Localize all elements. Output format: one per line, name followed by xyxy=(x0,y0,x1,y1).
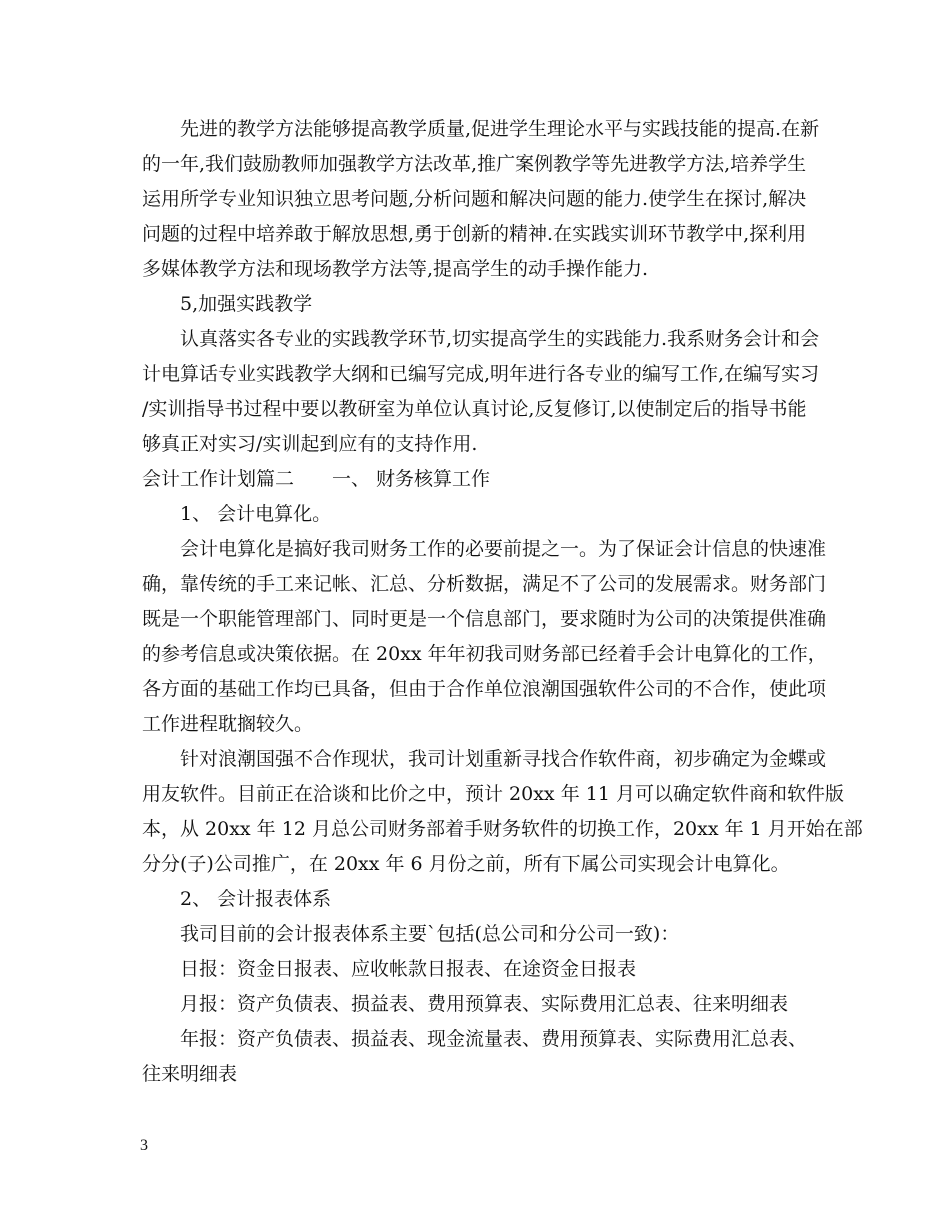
page-number: 3 xyxy=(140,1137,148,1154)
paragraph-line: 够真正对实习/实训起到应有的支持作用. xyxy=(142,433,478,455)
paragraph-line: 针对浪潮国强不合作现状，我司计划重新寻找合作软件商，初步确定为金蝶或 xyxy=(180,748,827,770)
section-title: 会计工作计划篇二 一、 财务核算工作 xyxy=(142,468,491,490)
list-item: 日报：资金日报表、应收帐款日报表、在途资金日报表 xyxy=(180,958,637,980)
paragraph-line: 分分(子)公司推广，在 20xx 年 6 月份之前，所有下属公司实现会计电算化。 xyxy=(142,853,790,875)
list-item: 年报：资产负债表、损益表、现金流量表、费用预算表、实际费用汇总表、 xyxy=(180,1028,808,1050)
paragraph-line: 本，从 20xx 年 12 月总公司财务部着手财务软件的切换工作，20xx 年 1 月开始在部 xyxy=(142,818,863,840)
section-heading: 5,加强实践教学 xyxy=(180,293,313,315)
list-item-continuation: 往来明细表 xyxy=(142,1063,238,1085)
subsection-heading: 1、 会计电算化。 xyxy=(180,503,332,525)
paragraph-line: 的一年,我们鼓励教师加强教学方法改革,推广案例教学等先进教学方法,培养学生 xyxy=(142,153,807,175)
subsection-heading: 2、 会计报表体系 xyxy=(180,888,332,910)
paragraph-line: 认真落实各专业的实践教学环节,切实提高学生的实践能力.我系财务会计和会 xyxy=(180,328,820,350)
paragraph-line: 先进的教学方法能够提高教学质量,促进学生理论水平与实践技能的提高.在新 xyxy=(180,118,820,140)
paragraph-line: 计电算话专业实践教学大纲和已编写完成,明年进行各专业的编写工作,在编写实习 xyxy=(142,363,820,385)
paragraph-line: 会计电算化是搞好我司财务工作的必要前提之一。为了保证会计信息的快速准 xyxy=(180,538,827,560)
paragraph-line: 的参考信息或决策依据。在 20xx 年年初我司财务部已经着手会计电算化的工作， xyxy=(142,643,827,665)
paragraph-line: 用友软件。目前正在洽谈和比价之中，预计 20xx 年 11 月可以确定软件商和软件版 xyxy=(142,783,844,805)
paragraph-line: /实训指导书过程中要以教研室为单位认真讨论,反复修订,以使制定后的指导书能 xyxy=(142,398,807,420)
paragraph-line: 工作进程耽搁较久。 xyxy=(142,713,314,735)
document-body xyxy=(142,112,863,1092)
paragraph-line: 确，靠传统的手工来记帐、汇总、分析数据，满足不了公司的发展需求。财务部门 xyxy=(142,573,827,595)
paragraph-line: 运用所学专业知识独立思考问题,分析问题和解决问题的能力.使学生在探讨,解决 xyxy=(142,188,807,210)
paragraph-line: 各方面的基础工作均已具备，但由于合作单位浪潮国强软件公司的不合作，使此项 xyxy=(142,678,827,700)
paragraph-line: 多媒体教学方法和现场教学方法等,提高学生的动手操作能力. xyxy=(142,258,649,280)
paragraph-line: 问题的过程中培养敢于解放思想,勇于创新的精神.在实践实训环节教学中,探利用 xyxy=(142,223,807,245)
paragraph-line: 我司目前的会计报表体系主要`包括(总公司和分公司一致)： xyxy=(180,923,680,945)
list-item: 月报：资产负债表、损益表、费用预算表、实际费用汇总表、往来明细表 xyxy=(180,993,789,1015)
paragraph-line: 既是一个职能管理部门、同时更是一个信息部门，要求随时为公司的决策提供准确 xyxy=(142,608,827,630)
